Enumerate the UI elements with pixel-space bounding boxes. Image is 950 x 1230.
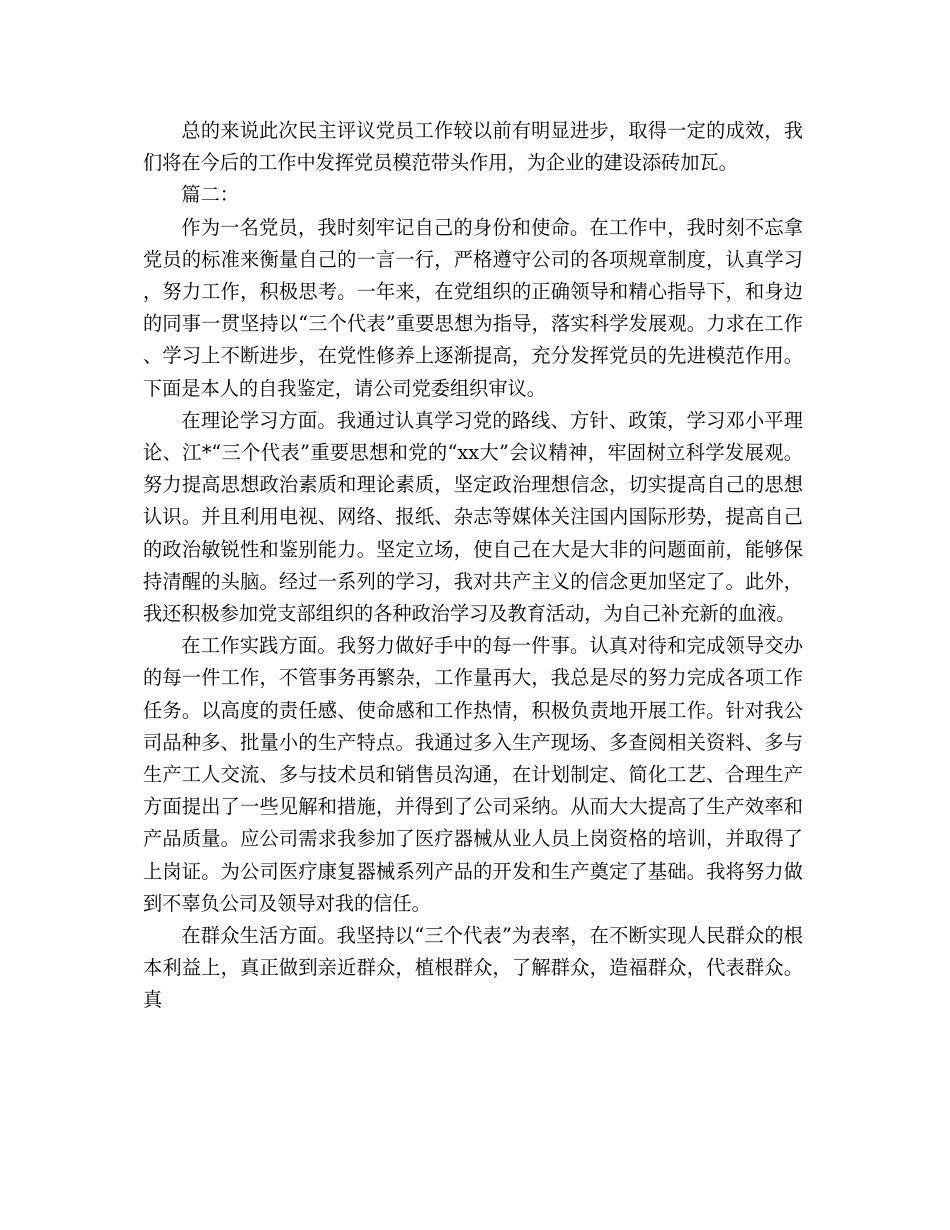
document-page [143,115,803,1017]
paragraph-conclusion: 总的来说此次民主评议党员工作较以前有明显进步，取得一定的成效，我们将在今后的工作中发挥党员模范带头作用，为企业的建设添砖加瓦。 [143,119,803,175]
section-heading: 篇二： [181,183,239,207]
paragraph-intro: 作为一名党员，我时刻牢记自己的身份和使命。在工作中，我时刻不忘拿党员的标准来衡量自己的一言一行，严格遵守公司的各项规章制度，认真学习，努力工作，积极思考。一年来，在党组织的正确领导和精心指导下，和身边的同事一贯坚持以“三个代表”重要思想为指导，落实科学发展观。力求在工作、学习上不断进步，在党性修养上逐渐提高，充分发挥党员的先进模范作用。下面是本人的自我鉴定，请公司党委组织审议。 [143,215,803,400]
paragraph-public-life: 在群众生活方面。我坚持以“三个代表”为表率，在不断实现人民群众的根本利益上，真正做到亲近群众，植根群众，了解群众，造福群众，代表群众。真 [143,924,803,1012]
paragraph-theory-study: 在理论学习方面。我通过认真学习党的路线、方针、政策，学习邓小平理论、江*“三个代表”重要思想和党的“xx大”会议精神，牢固树立科学发展观。努力提高思想政治素质和理论素质，坚定政治理想信念，切实提高自己的思想认识。并且利用电视、网络、报纸、杂志等媒体关注国内国际形势，提高自己的政治敏锐性和鉴别能力。坚定立场，使自己在大是大非的问题面前，能够保持清醒的头脑。经过一系列的学习，我对共产主义的信念更加坚定了。此外，我还积极参加党支部组织的各种政治学习及教育活动，为自己补充新的血液。 [143,408,803,626]
paragraph-work-practice: 在工作实践方面。我努力做好手中的每一件事。认真对待和完成领导交办的每一件工作，不管事务再繁杂，工作量再大，我总是尽的努力完成各项工作任务。以高度的责任感、使命感和工作热情，积极负责地开展工作。针对我公司品种多、批量小的生产特点。我通过多入生产现场、多查阅相关资料、多与生产工人交流、多与技术员和销售员沟通，在计划制定、简化工艺、合理生产方面提出了一些见解和措施，并得到了公司采纳。从而大大提高了生产效率和产品质量。应公司需求我参加了医疗器械从业人员上岗资格的培训，并取得了上岗证。为公司医疗康复器械系列产品的开发和生产奠定了基础。我将努力做到不辜负公司及领导对我的信任。 [143,634,803,915]
